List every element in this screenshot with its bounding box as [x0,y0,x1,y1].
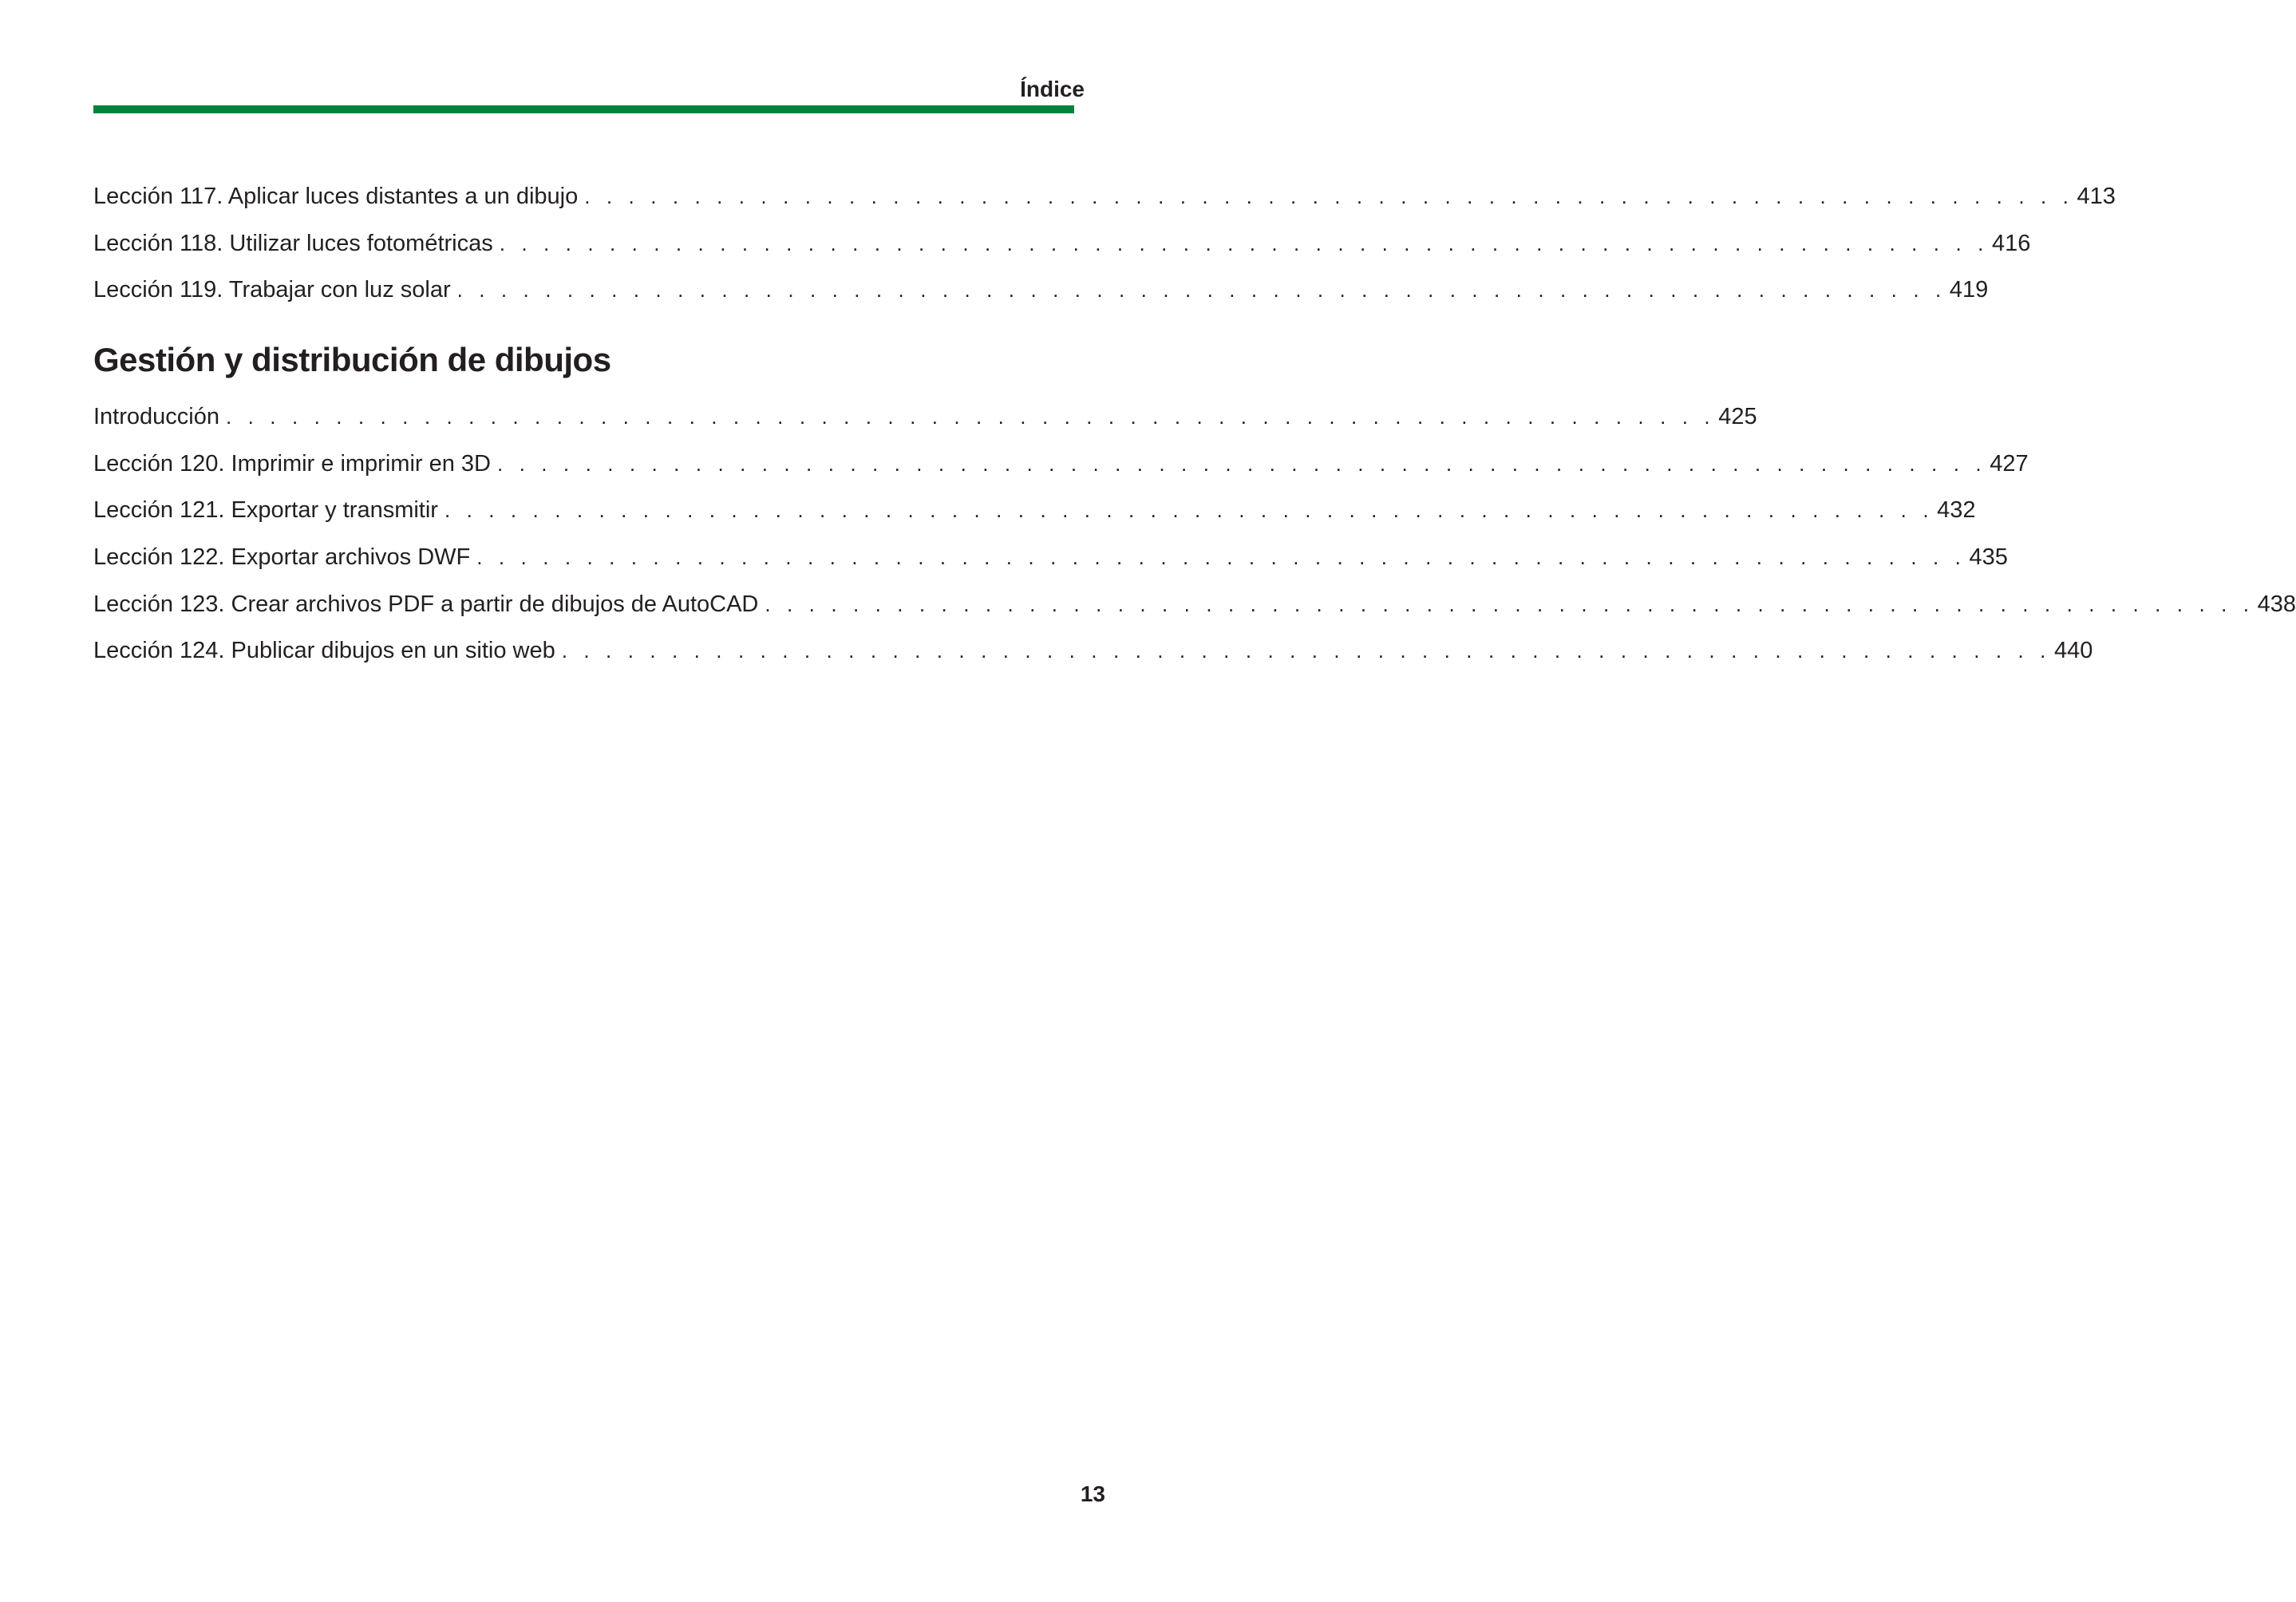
toc-entry-title: Introducción [93,404,219,429]
toc-entry[interactable] [93,638,2093,685]
toc-entry-title: Lección 123. Crear archivos PDF a partir de dibujos de AutoCAD [93,591,759,617]
toc-entry-page: 438 [2257,591,2296,617]
toc-entry-title: Lección 122. Exportar archivos DWF [93,544,471,571]
toc-dot-leader: . . . . . . . . . . . . . . . . . . . . . . . . . . . . . . . . . . . . . . . . . . . . . . . . . . . . . . . . . . . . . . . . . . . . [496,451,1987,476]
toc-dot-leader: . . . . . . . . . . . . . . . . . . . . . . . . . . . . . . . . . . . . . . . . . . . . . . . . . . . . . . . . . . . . . . . . . . . . [476,545,1966,570]
toc-entry-page: 435 [1969,544,2008,571]
toc-dot-leader: . . . . . . . . . . . . . . . . . . . . . . . . . . . . . . . . . . . . . . . . . . . . . . . . . . . . . . . . . . . . . . . . . . . . [561,639,2051,663]
toc-entry[interactable] [93,277,1989,324]
toc-entry[interactable] [93,184,2116,231]
toc-entry-page: 425 [1718,404,1757,429]
toc-list-previous [93,184,2116,324]
toc-entry[interactable] [93,591,2296,639]
running-header-title: Índice [1020,77,1085,101]
toc-entry[interactable] [93,450,2029,498]
toc-dot-leader: . . . . . . . . . . . . . . . . . . . . . . . . . . . . . . . . . . . . . . . . . . . . . . . . . . . . . . . . . . . . . . . . . . . . [499,231,1989,255]
toc-dot-leader: . . . . . . . . . . . . . . . . . . . . . . . . . . . . . . . . . . . . . . . . . . . . . . . . . . . . . . . . . . . . . . . . . . . . [584,184,2074,208]
header-rule [93,105,1074,113]
toc-entry-title: Lección 119. Trabajar con luz solar [93,277,451,303]
toc-dot-leader: . . . . . . . . . . . . . . . . . . . . . . . . . . . . . . . . . . . . . . . . . . . . . . . . . . . . . . . . . . . . . . . . . . . . [444,498,1934,523]
toc-entry-page: 440 [2053,638,2093,664]
toc-entry[interactable] [93,404,1757,451]
toc-entry-title: Lección 118. Utilizar luces fotométricas [93,230,493,256]
toc-list-section [93,404,2296,685]
toc-dot-leader: . . . . . . . . . . . . . . . . . . . . . . . . . . . . . . . . . . . . . . . . . . . . . . . . . . . . . . . . . . . . . . . . . . . . [226,405,1716,429]
toc-entry-page: 413 [2077,184,2116,209]
toc-dot-leader: . . . . . . . . . . . . . . . . . . . . . . . . . . . . . . . . . . . . . . . . . . . . . . . . . . . . . . . . . . . . . . . . . . . . [456,278,1946,303]
toc-entry-page: 432 [1937,497,1976,524]
toc-entry[interactable] [93,497,1976,544]
toc-entry-title: Lección 117. Aplicar luces distantes a un dibujo [93,184,579,209]
toc-entry-title: Lección 121. Exportar y transmitir [93,497,438,524]
toc-entry-title: Lección 120. Imprimir e imprimir en 3D [93,450,491,477]
toc-entry-page: 427 [1990,450,2029,477]
toc-entry[interactable] [93,544,2008,591]
toc-entry[interactable] [93,230,2031,278]
toc-entry-page: 419 [1949,277,1989,303]
section-heading: Gestión y distribución de dibujos [93,341,611,378]
page-number: 13 [1080,1481,1105,1506]
toc-entry-page: 416 [1991,230,2031,256]
toc-dot-leader: . . . . . . . . . . . . . . . . . . . . . . . . . . . . . . . . . . . . . . . . . . . . . . . . . . . . . . . . . . . . . . . . . . . . [765,591,2255,616]
toc-entry-title: Lección 124. Publicar dibujos en un sitio web [93,638,555,664]
